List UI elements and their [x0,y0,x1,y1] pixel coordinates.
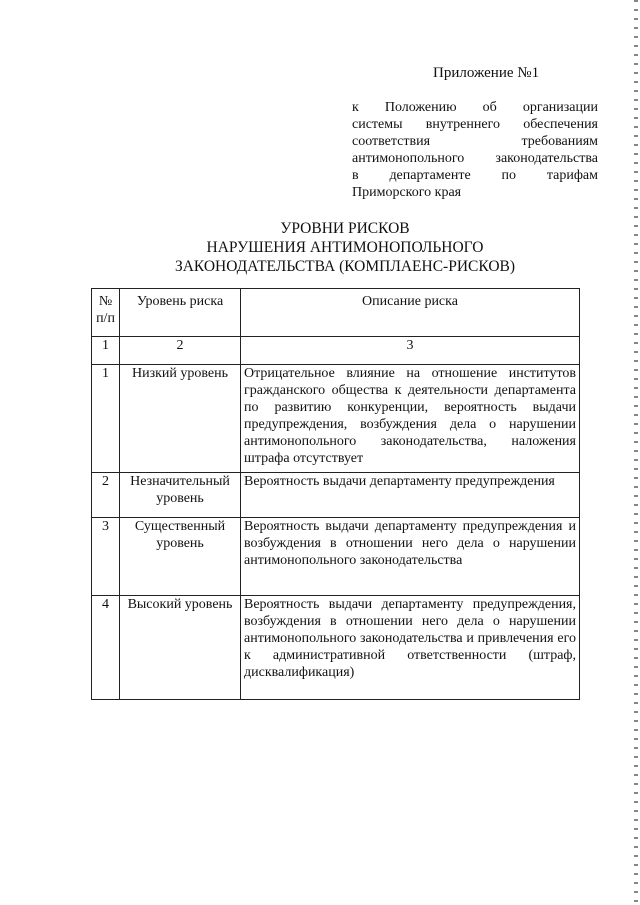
table-row [92,473,580,518]
header-num: № п/п [92,289,120,337]
row-desc: Вероятность выдачи департаменту предупреждения, возбуждения в отношении него дела о нарушении антимонопольного законодательства и привлечения его к административной ответственности (штраф, дисквалификация) [241,596,580,700]
annex-subtitle [352,99,598,201]
row-level: Высокий уровень [120,596,241,700]
table-index-row [92,337,580,365]
row-num: 2 [92,473,120,518]
table-row [92,365,580,473]
index-cell: 2 [120,337,241,365]
row-level: Незначительный уровень [120,473,241,518]
heading-line: УРОВНИ РИСКОВ [280,220,410,237]
row-num: 3 [92,518,120,596]
annex-title: Приложение №1 [433,65,540,81]
row-desc: Вероятность выдачи департаменту предупреждения [241,473,580,518]
annex-subtitle-line: к Положению об организации [352,100,598,115]
annex-subtitle-line: соответствия требованиям [352,134,598,149]
scan-edge-marks [634,0,638,905]
annex-subtitle-line: Приморского края [352,185,462,200]
row-num: 4 [92,596,120,700]
table-header-row [92,289,580,337]
index-cell: 3 [241,337,580,365]
annex-subtitle-line: системы внутреннего обеспечения [352,117,598,132]
row-level: Низкий уровень [120,365,241,473]
header-desc: Описание риска [241,289,580,337]
row-desc: Отрицательное влияние на отношение институтов гражданского общества к деятельности департамента по развитию конкуренции, вероятность выдачи предупреждения, возбуждения дела о нарушении антимонопольного законодательства, наложения штрафа отсутствует [241,365,580,473]
row-desc: Вероятность выдачи департаменту предупреждения и возбуждения в отношении него дела о нарушении антимонопольного законодательства [241,518,580,596]
heading-line: ЗАКОНОДАТЕЛЬСТВА (КОМПЛАЕНС-РИСКОВ) [174,258,516,275]
row-num: 1 [92,365,120,473]
annex-subtitle-line: антимонопольного законодательства [352,151,598,166]
header-level: Уровень риска [120,289,241,337]
annex-subtitle-line: в департаменте по тарифам [352,168,598,183]
risk-levels-table [91,288,580,700]
table-row [92,596,580,700]
index-cell: 1 [92,337,120,365]
table-row [92,518,580,596]
document-heading [150,219,540,276]
heading-line: НАРУШЕНИЯ АНТИМОНОПОЛЬНОГО [206,239,484,256]
row-level: Существенный уровень [120,518,241,596]
